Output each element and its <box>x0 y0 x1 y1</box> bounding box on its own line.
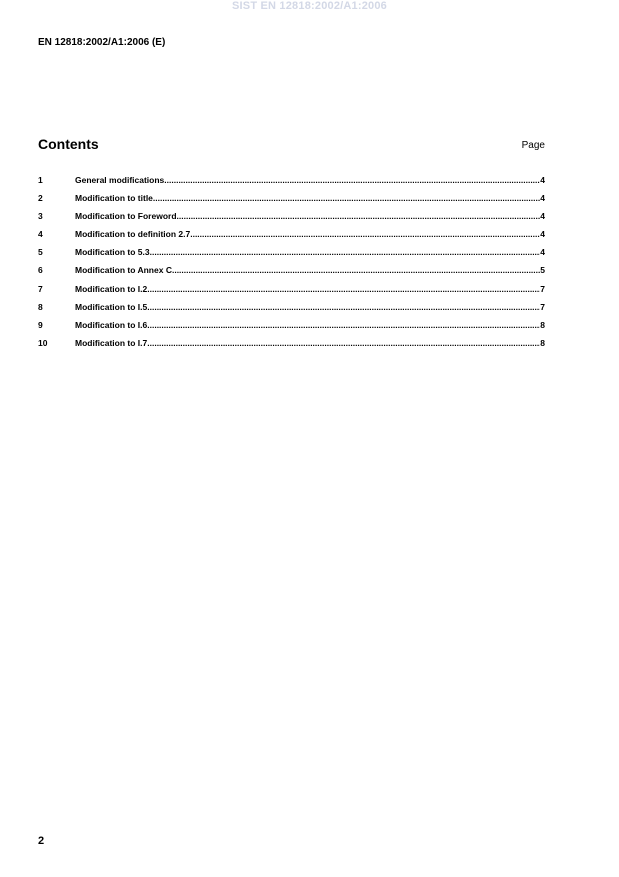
toc-entry-title[interactable]: Modification to 5.3 <box>75 247 150 258</box>
toc-dot-leader <box>147 302 540 313</box>
toc-entry-page[interactable]: 8 <box>540 319 545 330</box>
toc-entry-title[interactable]: Modification to I.5 <box>75 301 148 312</box>
toc-entry-number: 10 <box>38 337 48 348</box>
toc-entry-page[interactable]: 4 <box>540 247 545 258</box>
toc-entry-page[interactable]: 4 <box>540 193 545 204</box>
toc-entry-number: 8 <box>38 301 43 312</box>
toc-entry[interactable] <box>38 338 545 356</box>
toc-entry[interactable] <box>38 175 545 193</box>
toc-entry-page[interactable]: 5 <box>540 265 545 276</box>
toc-entry-number: 2 <box>38 193 43 204</box>
page-number: 2 <box>38 835 45 847</box>
toc-entry-title[interactable]: Modification to Foreword <box>75 211 177 222</box>
toc-dot-leader <box>153 193 540 204</box>
toc-entry-number: 9 <box>38 319 43 330</box>
toc-entry-number: 6 <box>38 265 43 276</box>
page-column-label: Page <box>521 140 545 151</box>
toc-entry[interactable] <box>38 320 545 338</box>
toc-entry-page[interactable]: 4 <box>540 211 545 222</box>
toc-entry-title[interactable]: Modification to title <box>75 193 153 204</box>
watermark: SIST EN 12818:2002/A1:2006 <box>231 0 388 12</box>
toc-entry[interactable] <box>38 284 545 302</box>
toc-dot-leader <box>147 320 540 331</box>
toc-entry[interactable] <box>38 193 545 211</box>
toc-dot-leader <box>190 229 540 240</box>
document-reference: EN 12818:2002/A1:2006 (E) <box>38 37 166 48</box>
toc-dot-leader <box>147 338 540 349</box>
toc-entry-page[interactable]: 4 <box>540 175 545 185</box>
toc-entry-number: 4 <box>38 229 43 240</box>
toc-entry-title[interactable]: General modifications <box>75 175 165 185</box>
toc-entry[interactable] <box>38 265 545 283</box>
contents-heading: Contents <box>38 136 99 152</box>
toc-dot-leader <box>172 265 540 276</box>
toc-entry-page[interactable]: 4 <box>540 229 545 240</box>
toc-entry-title[interactable]: Modification to Annex C <box>75 265 172 276</box>
toc-entry-page[interactable]: 7 <box>540 301 545 312</box>
toc-entry[interactable] <box>38 229 545 247</box>
toc-entry-number: 7 <box>38 283 43 294</box>
toc-entry-number: 1 <box>38 175 43 185</box>
toc-dot-leader <box>147 284 540 295</box>
toc-entry-title[interactable]: Modification to I.2 <box>75 283 148 294</box>
toc-entry[interactable] <box>38 247 545 265</box>
toc-entry[interactable] <box>38 302 545 320</box>
toc-entry-title[interactable]: Modification to definition 2.7 <box>75 229 191 240</box>
toc-dot-leader <box>177 211 541 222</box>
table-of-contents <box>38 175 545 356</box>
toc-dot-leader <box>150 247 541 258</box>
toc-entry-number: 5 <box>38 247 43 258</box>
toc-entry-title[interactable]: Modification to I.7 <box>75 337 148 348</box>
toc-entry-page[interactable]: 7 <box>540 283 545 294</box>
toc-entry[interactable] <box>38 211 545 229</box>
toc-entry-page[interactable]: 8 <box>540 337 545 348</box>
toc-dot-leader <box>164 175 540 186</box>
toc-entry-title[interactable]: Modification to I.6 <box>75 319 148 330</box>
toc-entry-number: 3 <box>38 211 43 222</box>
